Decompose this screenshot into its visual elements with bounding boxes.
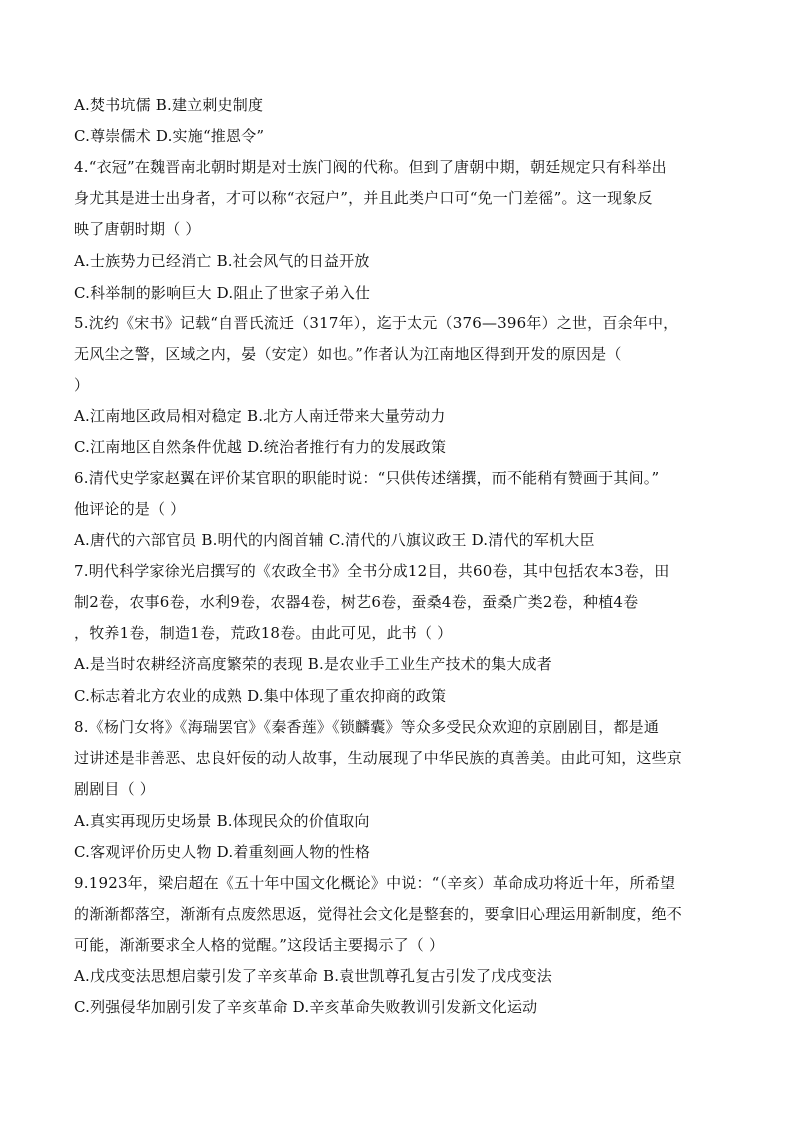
q3-option-ab: A.焚书坑儒 B.建立刺史制度 [74,96,264,114]
q9-stem-line-2: 的渐渐都落空，渐渐有点废然思返，觉得社会文化是整套的，要拿旧心理运用新制度，绝不 [74,905,683,923]
q6-stem-line-1: 6.清代史学家赵翼在评价某官职的职能时说：“只供传述缮撰，而不能稍有赞画于其间。” [74,469,660,487]
q9-stem-line-1: 9.1923年，梁启超在《五十年中国文化概论》中说：“（辛亥）革命成功将近十年，所希望 [74,874,676,892]
q7-option-ab: A.是当时农耕经济高度繁荣的表现 B.是农业手工业生产技术的集大成者 [74,655,552,673]
q3-option-cd: C.尊崇儒术 D.实施“推恩令” [74,127,265,145]
q4-stem-line-1: 4.“衣冠”在魏晋南北朝时期是对士族门阀的代称。但到了唐朝中期，朝廷规定只有科举出 [74,158,667,176]
q7-stem-line-3: ，牧养1卷，制造1卷，荒政18卷。由此可见，此书（ ） [74,624,453,642]
q5-option-cd: C.江南地区自然条件优越 D.统治者推行有力的发展政策 [74,438,447,456]
q7-option-cd: C.标志着北方农业的成熟 D.集中体现了重农抑商的政策 [74,687,447,705]
q8-stem-line-1: 8.《杨门女将》《海瑞罢官》《秦香莲》《锁麟囊》等众多受民众欢迎的京剧剧目，都是通 [74,718,660,736]
q5-option-ab: A.江南地区政局相对稳定 B.北方人南迁带来大量劳动力 [74,407,446,425]
q4-stem-line-3: 映了唐朝时期（ ） [74,220,201,238]
q9-option-cd: C.列强侵华加剧引发了辛亥革命 D.辛亥革命失败教训引发新文化运动 [74,998,538,1016]
q6-stem-line-2: 他评论的是（ ） [74,500,186,518]
q5-stem-line-3: ） [74,376,90,394]
q9-stem-line-3: 可能，渐渐要求全人格的觉醒。”这段话主要揭示了（ ） [74,936,445,954]
q8-option-ab: A.真实再现历史场景 B.体现民众的价值取向 [74,812,370,830]
q4-option-ab: A.士族势力已经消亡 B.社会风气的日益开放 [74,252,370,270]
q8-stem-line-2: 过讲述是非善恶、忠良奸佞的动人故事，生动展现了中华民族的真善美。由此可知，这些京 [74,749,683,767]
q8-stem-line-3: 剧剧目（ ） [74,780,155,798]
q4-option-cd: C.科举制的影响巨大 D.阻止了世家子弟入仕 [74,284,371,302]
q9-option-ab: A.戊戌变法思想启蒙引发了辛亥革命 B.袁世凯尊孔复古引发了戊戌变法 [74,967,552,985]
q7-stem-line-2: 制2卷，农事6卷，水利9卷，农器4卷，树艺6卷，蚕桑4卷，蚕桑广类2卷，种植4卷 [74,593,639,611]
q5-stem-line-2: 无风尘之警，区域之内，晏（安定）如也。”作者认为江南地区得到开发的原因是（ [74,345,622,363]
q8-option-cd: C.客观评价历史人物 D.着重刻画人物的性格 [74,843,371,861]
q6-options: A.唐代的六部官员 B.明代的内阁首辅 C.清代的八旗议政王 D.清代的军机大臣 [74,531,595,549]
q4-stem-line-2: 身尤其是进士出身者，才可以称“衣冠户”，并且此类户口可“免一门差徭”。这一现象反 [74,189,653,207]
q7-stem-line-1: 7.明代科学家徐光启撰写的《农政全书》全书分成12目，共60卷，其中包括农本3卷，田 [74,562,670,580]
q5-stem-line-1: 5.沈约《宋书》记载“自晋氏流迁（317年），迄于太元（376—396年）之世，百余年中， [74,314,679,332]
